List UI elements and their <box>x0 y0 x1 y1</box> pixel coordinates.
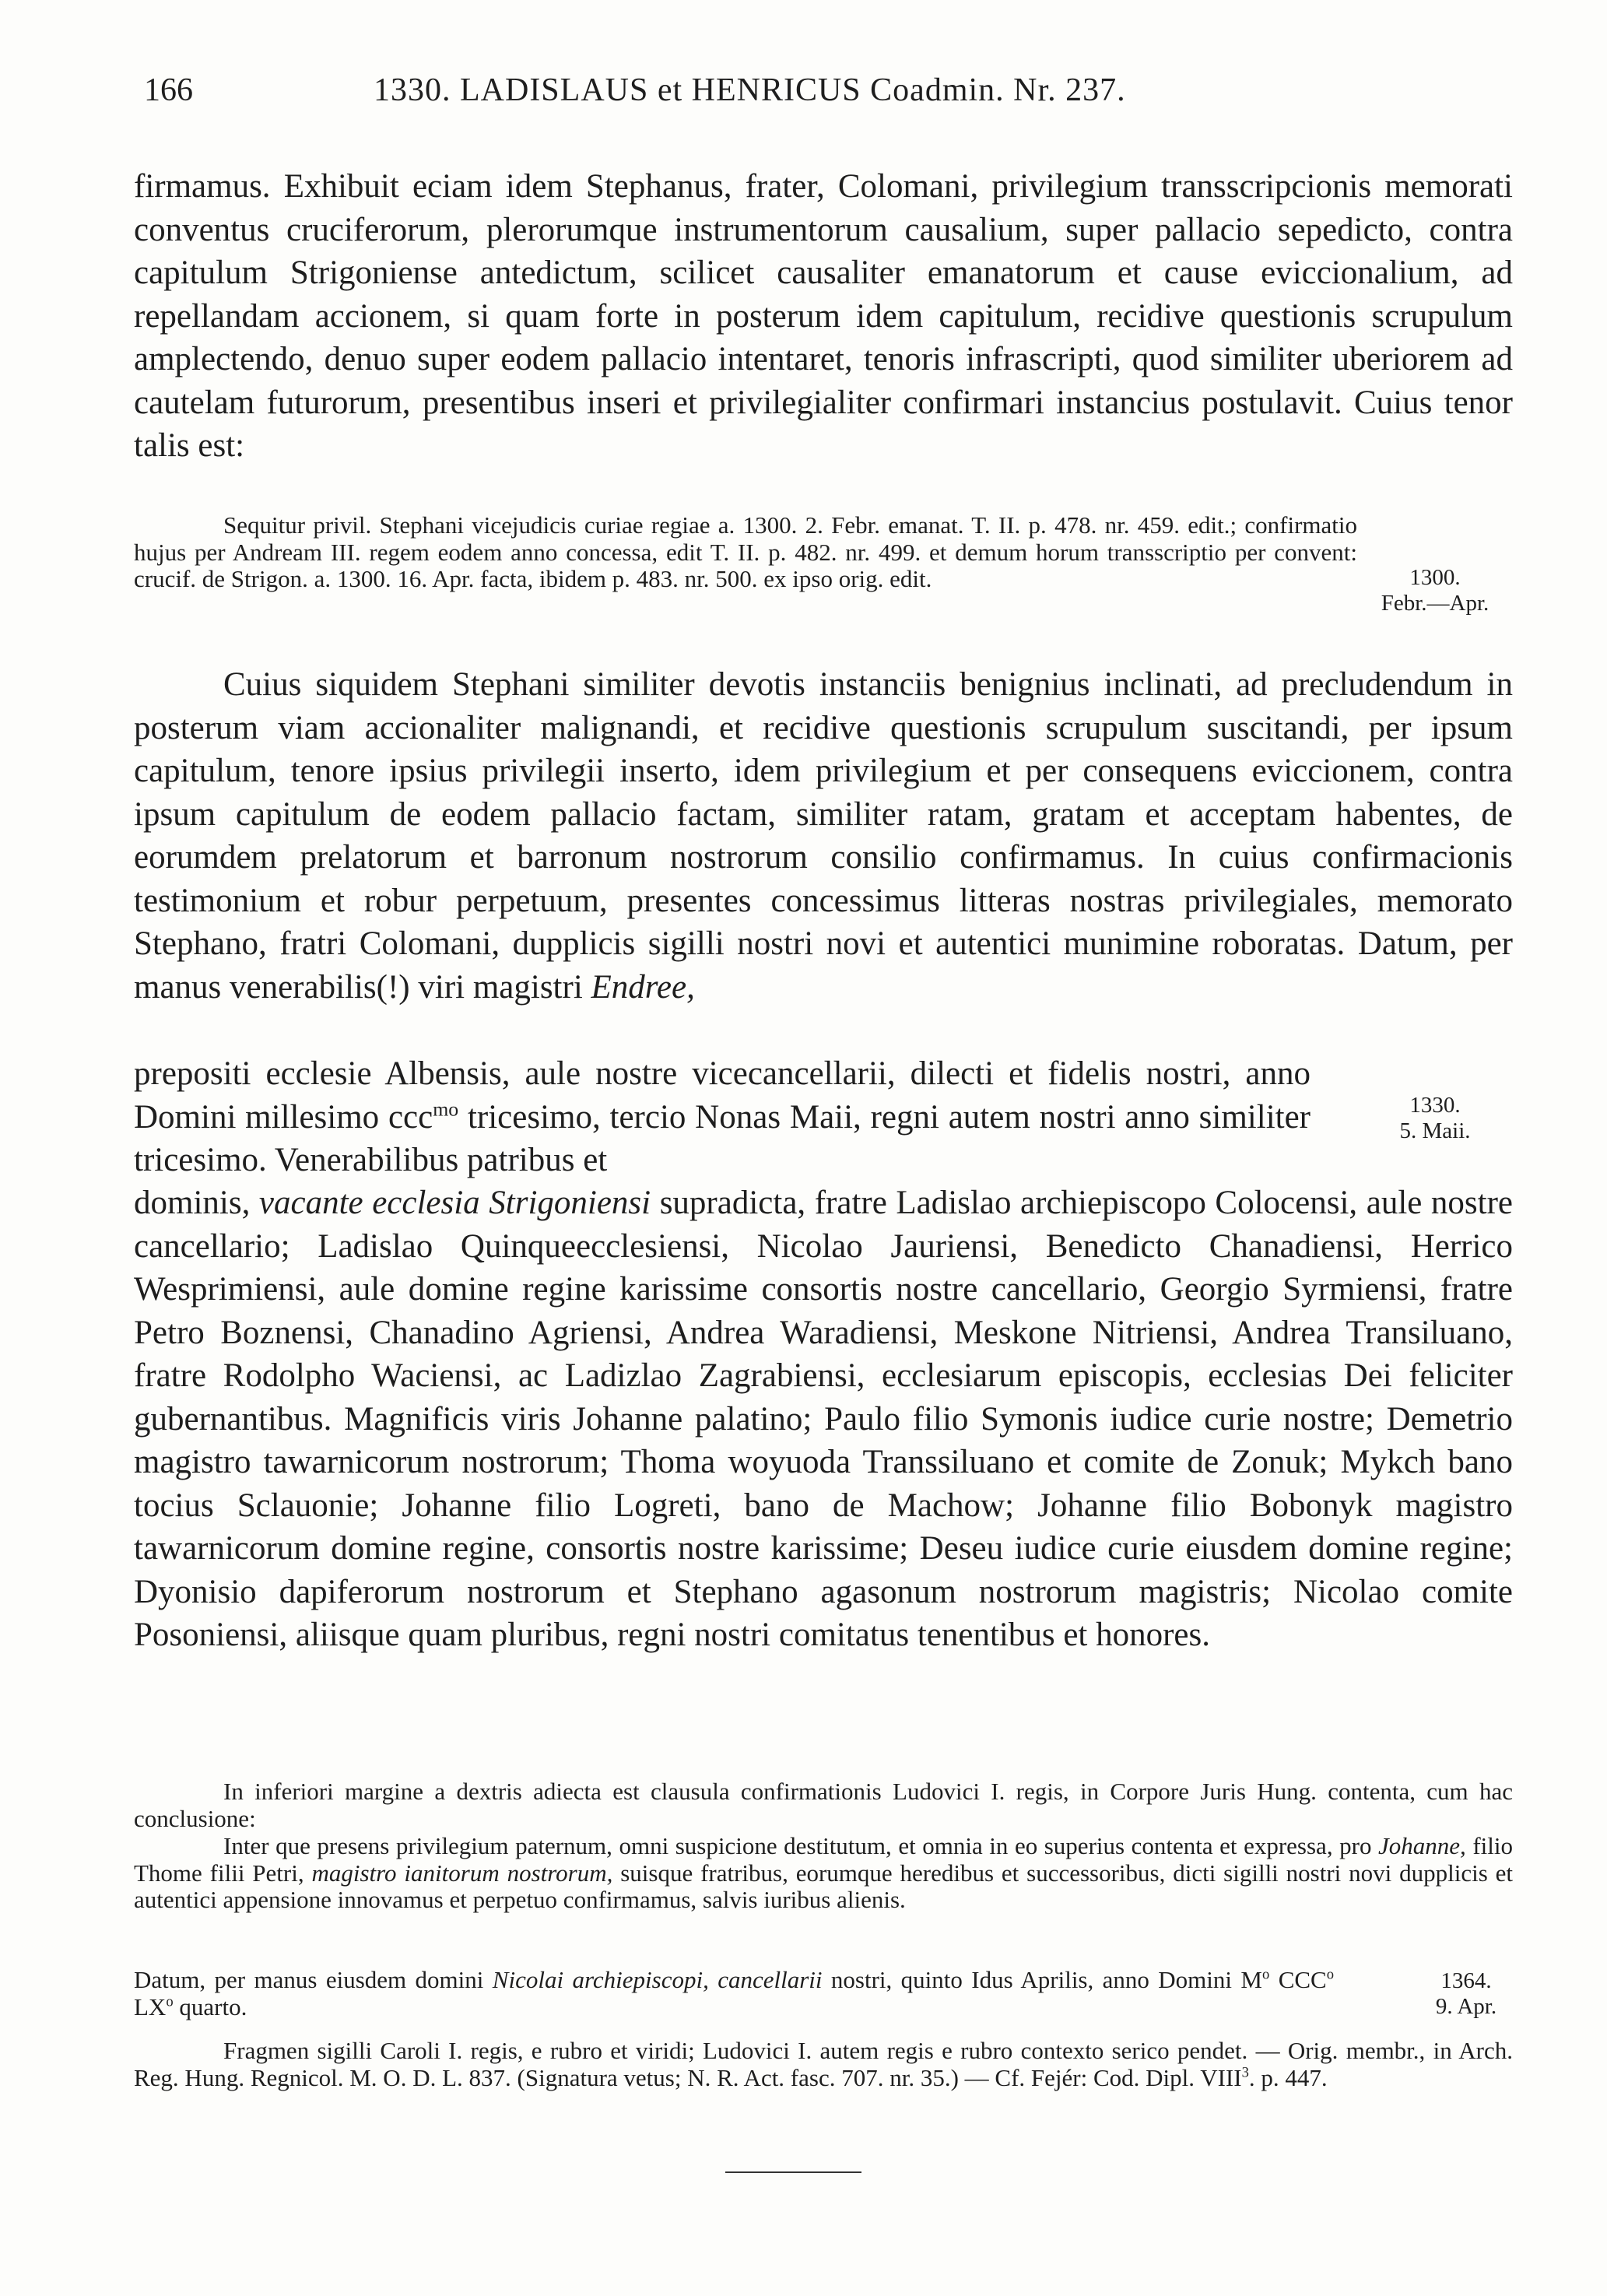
paragraph-text <box>134 1052 1357 1182</box>
editorial-note-2 <box>134 1778 1513 1832</box>
superscript: o <box>1262 1966 1270 1983</box>
superscript: mo <box>433 1097 459 1121</box>
body-paragraph-1 <box>134 165 1513 468</box>
paragraph-text-part: tricesimo, tercio Nonas Maii, regni autem nostri anno similiter tricesimo. Venerabilibus patribus et <box>134 1098 1311 1178</box>
page-header <box>144 72 1514 126</box>
body-paragraph-2-cont <box>134 1181 1513 1657</box>
superscript: o <box>166 1993 174 2010</box>
margin-date: 9. Apr. <box>1435 1994 1497 2019</box>
paragraph-text-part: dominis, <box>134 1185 251 1221</box>
italic-phrase: magistro ianitorum nostrorum, <box>311 1859 613 1887</box>
paragraph-text <box>134 1181 1513 1657</box>
paragraph-text: firmamus. Exhibuit eciam idem Stephanus, frater, Colomani, privilegium transscripcionis memorati conventus cruciferorum, plerorumque instrumentorum causalium, super pallacio sepedicto, contra capitulum Strigoniense antedictum, scilicet causaliter emanatorum et cause eviccionalium, ad repellandam accionem, si quam forte in posterum idem capitulum, recidive questionis scrupulum amplectendo, denuo super eodem pallacio intentaret, tenoris infrascripti, quod similiter uberiorem ad cautelam futurorum, presentibus inseri et privilegialiter confirmari instancius postulavit. Cuius tenor talis est: <box>134 168 1513 464</box>
margin-year: 1300. <box>1409 565 1461 590</box>
note-text: In inferiori margine a dextris adiecta est clausula confirmationis Ludovici I. regis, in Corpore Juris Hung. contenta, cum hac conclusione: <box>134 1778 1513 1832</box>
paragraph-text-part: prepositi ecclesie Albensis, aule nostre vicecancellarii, dilecti et fidelis nostri, anno Domini millesimo ccc <box>134 1055 1311 1136</box>
note-text-part: Datum, per manus eiusdem domini <box>134 1966 484 1993</box>
note-text-part: quarto. <box>173 1992 247 2020</box>
note-text-part: nostri, quinto Idus Aprilis, anno Domini M <box>830 1966 1262 1993</box>
dated-lines <box>134 1052 1513 1182</box>
margin-date-note <box>1357 512 1513 616</box>
body-paragraph-2 <box>134 663 1513 1009</box>
end-rule <box>725 2171 861 2173</box>
note-text <box>134 1967 1419 2020</box>
note-text-part: CCC <box>1269 1966 1327 1993</box>
note-text-part: Fragmen sigilli Caroli I. regis, e rubro et viridi; Ludovici I. autem regis e rubro contexto serico pendet. — Orig. membr., in Arch. Reg. Hung. Regnicol. M. O. D. L. 837. (Signatura vetus; N. R. Act. fasc. 707. nr. 35.) — Cf. Fejér: Cod. Dipl. VIII <box>134 2037 1513 2091</box>
margin-year: 1330. <box>1409 1093 1461 1118</box>
superscript: o <box>1326 1966 1335 1983</box>
margin-date-main <box>1357 1052 1513 1144</box>
note-text <box>134 2038 1513 2091</box>
margin-date: Febr.—Apr. <box>1381 591 1489 616</box>
note-text-part: suisque fratribus, eorumque heredibus et successoribus, dicti sigilli nostri novi dupplicis et autentici appensione innovamus et perpetuo confirmamus, salvis iuribus alienis. <box>134 1859 1513 1913</box>
note-text <box>134 1833 1513 1914</box>
italic-name: Johanne, <box>1378 1832 1466 1859</box>
italic-name: Endree, <box>591 968 695 1006</box>
italic-phrase: vacante ecclesia Strigoniensi <box>258 1185 651 1221</box>
page-number: 166 <box>144 72 193 108</box>
editorial-note-4 <box>134 1967 1513 2020</box>
paragraph-text <box>134 663 1513 1009</box>
superscript: 3 <box>1241 2064 1249 2081</box>
paragraph-text-part: Cuius siquidem Stephani similiter devotis instanciis benignius inclinati, ad precludendum in posterum viam accionaliter malignandi, et recidive questionis scrupulum suscitandi, per ipsum capitulum, tenore ipsius privilegii inserto, idem privilegium et per consequens eviccionem, contra ipsum capitulum de eodem pallacio factam, similiter ratam, gratam et acceptam habentes, de eorumdem prelatorum et barronum nostrorum consilio confirmamus. In cuius confirmacionis testimonium et robur perpetuum, presentes concessimus litteras nostras privilegiales, memorato Stephano, fratri Colomani, dupplicis sigilli nostri novi et autentici munimine roboratas. Datum, per manus venerabilis(!) viri magistri <box>134 666 1513 1006</box>
editorial-note-1 <box>134 512 1513 616</box>
note-text-part: Inter que presens privilegium paternum, omni suspicione destitutum, et omnia in eo superius contenta et expressa, pro <box>223 1832 1372 1859</box>
note-text-part: LX <box>134 1992 167 2020</box>
margin-year: 1364. <box>1440 1968 1492 1993</box>
editorial-note-5 <box>134 2038 1513 2091</box>
margin-date-note <box>1419 1967 1513 2020</box>
note-text-part: filio Thome filii Petri, <box>134 1832 1514 1887</box>
note-text-part: . p. 447. <box>1248 2063 1328 2091</box>
running-head: 1330. LADISLAUS et HENRICUS Coadmin. Nr. 237. <box>374 72 1126 108</box>
italic-phrase: Nicolai archiepiscopi, cancellarii <box>492 1966 823 1993</box>
margin-date: 5. Maii. <box>1399 1118 1471 1143</box>
paragraph-text-part: supradicta, fratre Ladislao archiepiscopo Colocensi, aule nostre cancellario; Ladislao Quinqueecclesiensi, Nicolao Jauriensi, Benedicto Chanadiensi, Herrico Wesprimiensi, aule domine regine karissime consortis nostre cancellario, Georgio Syrmiensi, fratre Petro Boznensi, Chanadino Agriensi, Andrea Waradiensi, Meskone Nitriensi, Andrea Transiluano, fratre Rodolpho Waciensi, ac Ladizlao Zagrabiensi, ecclesiarum episcopis, ecclesias Dei feliciter gubernantibus. Magnificis viris Johanne palatino; Paulo filio Symonis iudice curie nostre; Demetrio magistro tawarnicorum nostrorum; Thoma woyuoda Transsiluano et comite de Zonuk; Mykch bano tocius Sclauonie; Johanne filio Logreti, bano de Machow; Johanne filio Bobonyk magistro tawarnicorum domine regine, consortis nostre karissime; Deseu iudice curie eiusdem domine regine; Dyonisio dapiferorum nostrorum et Stephano agasonum nostrorum magistris; Nicolao comite Posoniensi, aliisque quam pluribus, regni nostri comitatus tenentibus et honores. <box>134 1185 1514 1653</box>
editorial-note-3 <box>134 1833 1513 1914</box>
note-text: Sequitur privil. Stephani vicejudicis curiae regiae a. 1300. 2. Febr. emanat. T. II. p. 478. nr. 459. edit.; confirmatio hujus per Andream III. regem eodem anno concessa, edit T. II. p. 482. nr. 499. et demum horum transscriptio per convent: crucif. de Strigon. a. 1300. 16. Apr. facta, ibidem p. 483. nr. 500. ex ipso orig. edit. <box>134 511 1357 592</box>
